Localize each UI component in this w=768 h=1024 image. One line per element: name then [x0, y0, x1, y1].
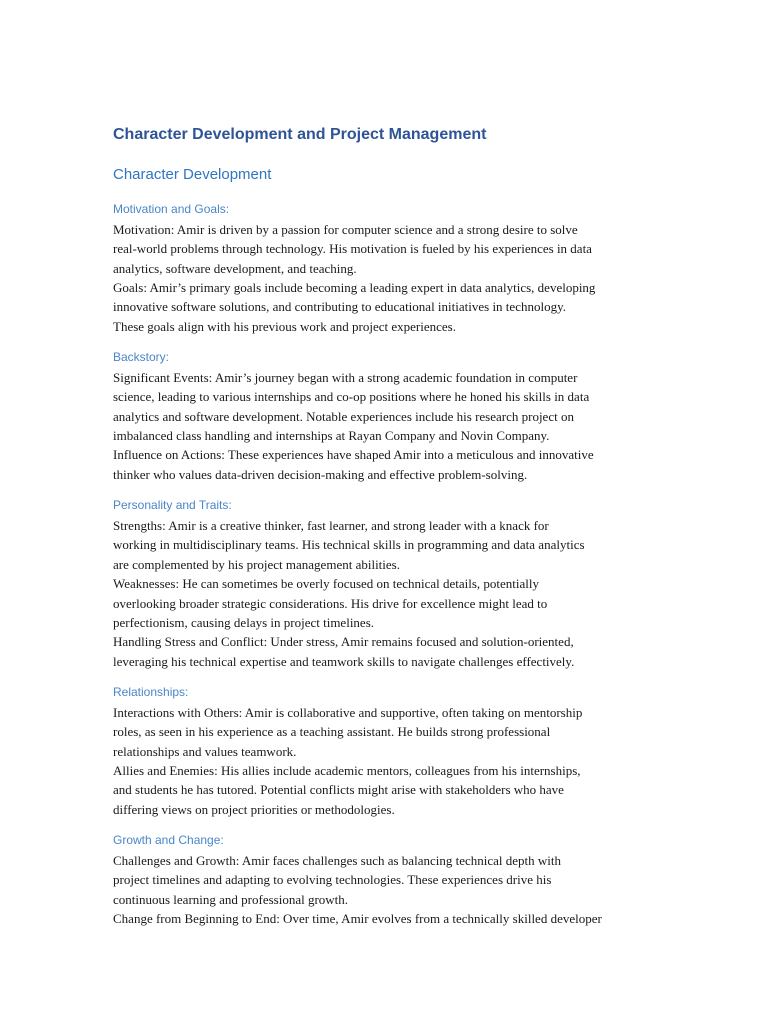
- text-line: Influence on Actions: These experiences have shaped Amir into a meticulous and innovative: [113, 447, 594, 463]
- text-line: science, leading to various internships and co-op positions where he honed his skills in data: [113, 389, 590, 405]
- text-line: working in multidisciplinary teams. His technical skills in programming and data analytics: [113, 537, 585, 553]
- subsection-heading: Backstory:: [113, 350, 170, 365]
- paragraph: [113, 851, 658, 928]
- text-line: Handling Stress and Conflict: Under stress, Amir remains focused and solution-oriented,: [113, 634, 574, 650]
- text-line: leveraging his technical expertise and teamwork skills to navigate challenges effectively.: [113, 653, 575, 669]
- paragraph: [113, 516, 658, 671]
- text-line: Weaknesses: He can sometimes be overly focused on technical details, potentially: [113, 576, 540, 592]
- subsection: [113, 201, 658, 336]
- text-line: are complemented by his project management abilities.: [113, 556, 400, 572]
- subsection: [113, 349, 658, 484]
- text-line: perfectionism, causing delays in project timelines.: [113, 614, 375, 630]
- text-line: analytics, software development, and teaching.: [113, 260, 357, 276]
- text-line: Goals: Amir’s primary goals include becoming a leading expert in data analytics, developing: [113, 280, 596, 296]
- text-line: and students he has tutored. Potential conflicts might arise with stakeholders who have: [113, 782, 564, 798]
- text-line: Challenges and Growth: Amir faces challenges such as balancing technical depth with: [113, 852, 561, 868]
- text-line: thinker who values data-driven decision-making and effective problem-solving.: [113, 466, 528, 482]
- text-line: relationships and values teamwork.: [113, 743, 297, 759]
- text-line: roles, as seen in his experience as a teaching assistant. He builds strong professional: [113, 724, 551, 740]
- paragraph: [113, 703, 658, 819]
- subsection-heading: Personality and Traits:: [113, 498, 232, 513]
- subsection: [113, 497, 658, 671]
- subsection: [113, 832, 658, 928]
- text-line: Significant Events: Amir’s journey began with a strong academic foundation in computer: [113, 370, 578, 386]
- text-line: Strengths: Amir is a creative thinker, fast learner, and strong leader with a knack for: [113, 518, 549, 534]
- text-line: project timelines and adapting to evolving technologies. These experiences drive his: [113, 872, 552, 888]
- text-line: Allies and Enemies: His allies include academic mentors, colleagues from his internships,: [113, 762, 581, 778]
- text-line: continuous learning and professional growth.: [113, 891, 349, 907]
- text-line: Change from Beginning to End: Over time, Amir evolves from a technically skilled developer: [113, 910, 602, 926]
- text-line: innovative software solutions, and contributing to educational initiatives in technology.: [113, 299, 566, 315]
- text-line: Motivation: Amir is driven by a passion for computer science and a strong desire to solve: [113, 222, 578, 237]
- subsection-heading: Motivation and Goals:: [113, 202, 230, 216]
- subsection-heading: Relationships:: [113, 684, 189, 699]
- sections-container: [113, 201, 658, 928]
- section-heading: Character Development: [113, 166, 272, 183]
- paragraph: [113, 368, 658, 484]
- text-line: Interactions with Others: Amir is collaborative and supportive, often taking on mentorship: [113, 704, 583, 720]
- subsection: [113, 684, 658, 819]
- subsection-heading: Growth and Change:: [113, 832, 224, 847]
- text-line: overlooking broader strategic considerations. His drive for excellence might lead to: [113, 595, 548, 611]
- text-line: imbalanced class handling and internships at Rayan Company and Novin Company.: [113, 428, 550, 444]
- text-line: differing views on project priorities or methodologies.: [113, 801, 395, 817]
- text-line: analytics and software development. Notable experiences include his research project on: [113, 408, 574, 424]
- text-line: real-world problems through technology. His motivation is fueled by his experiences in data: [113, 241, 592, 257]
- paragraph: [113, 220, 658, 336]
- text-line: These goals align with his previous work and project experiences.: [113, 318, 456, 334]
- document-title: Character Development and Project Management: [113, 126, 487, 143]
